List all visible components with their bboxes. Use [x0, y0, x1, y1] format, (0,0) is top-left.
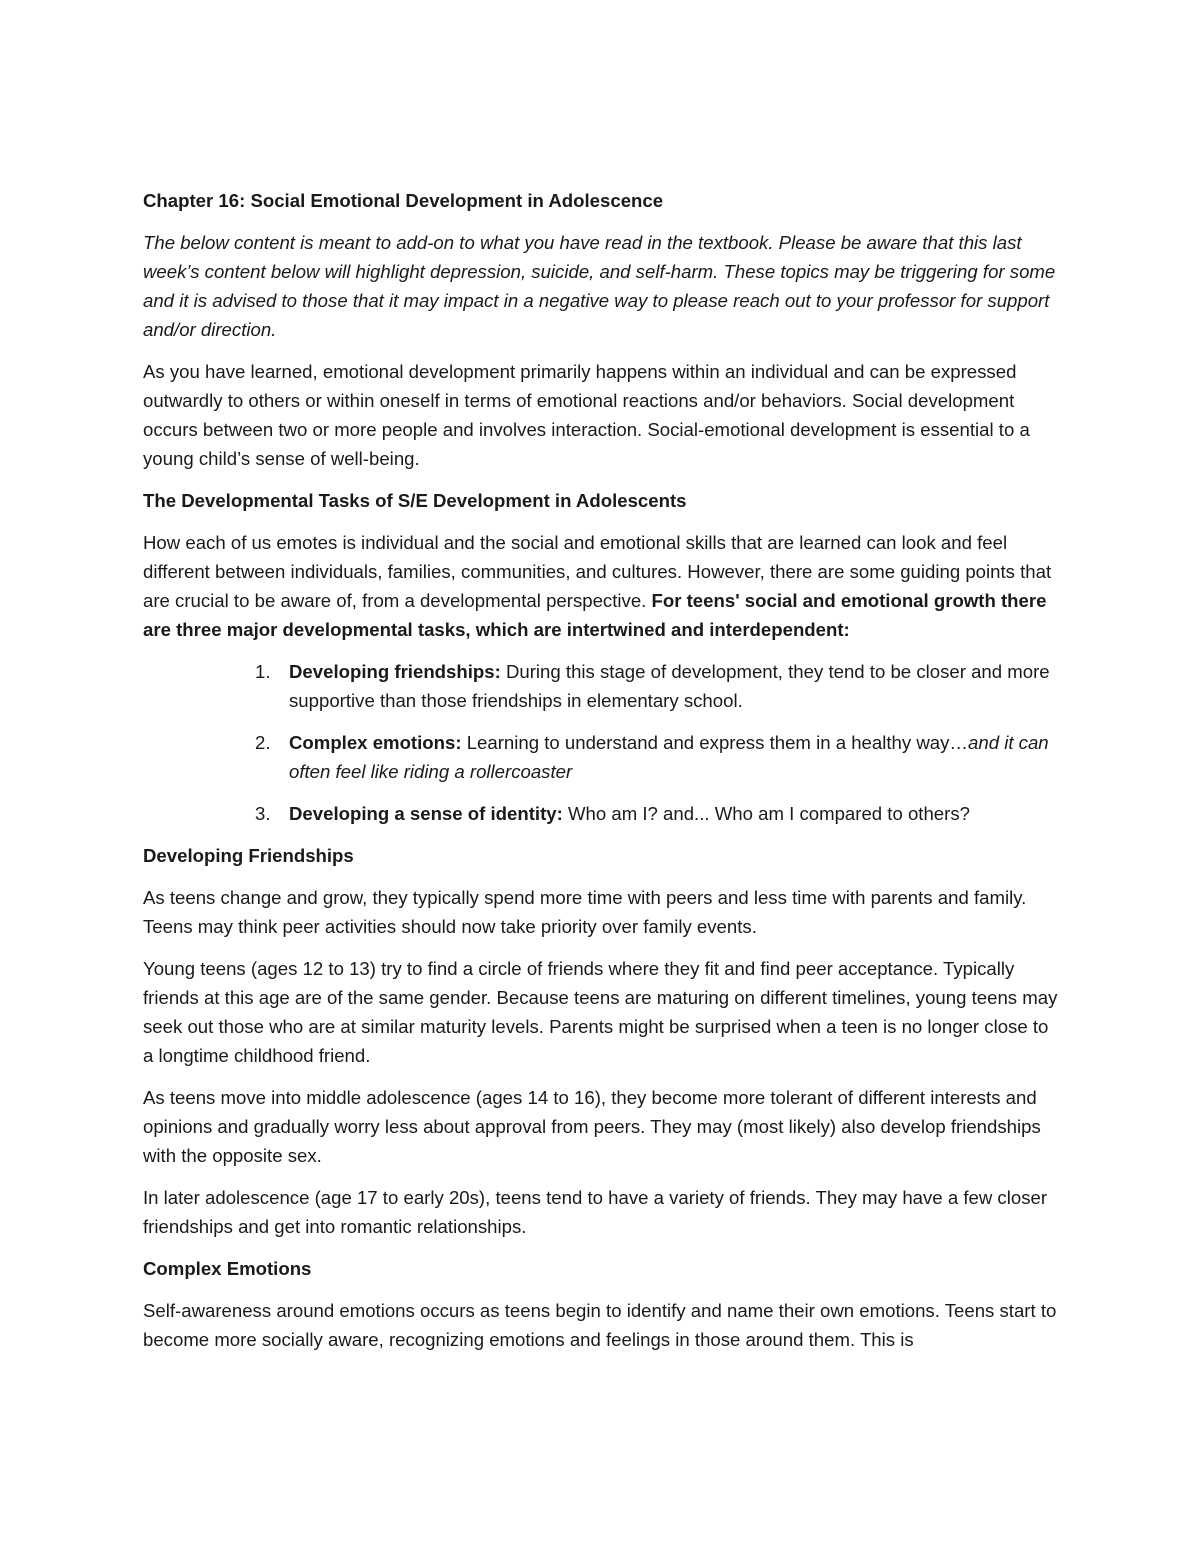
- developmental-tasks-heading: The Developmental Tasks of S/E Development in Adolescents: [143, 490, 687, 511]
- list-item-number: 2.: [255, 732, 271, 753]
- list-item-text: Learning to understand and express them in a healthy way…: [461, 732, 969, 753]
- list-item: [255, 799, 1060, 828]
- list-item-label: Complex emotions:: [289, 732, 462, 753]
- list-item-text: Who am I? and... Who am I compared to others?: [562, 803, 970, 824]
- guiding-points-paragraph: [143, 528, 1060, 644]
- complex-emotions-heading: Complex Emotions: [143, 1258, 312, 1279]
- friendships-paragraph-2: Young teens (ages 12 to 13) try to find a circle of friends where they fit and find peer acceptance. Typically friends at this age are of the same gender. Because teens are maturing on different timelines, young teens may seek out those who are at similar maturity levels. Parents might be surprised when a teen is no longer close to a longtime childhood friend.: [143, 958, 1058, 1066]
- list-item-italic-text: and it can often feel like riding a rollercoaster: [289, 732, 1049, 782]
- intro-paragraph: The below content is meant to add-on to what you have read in the textbook. Please be aware that this last week’s content below will highlight depression, suicide, and self-harm. These topics may be triggering for some and it is advised to those that it may impact in a negative way to please reach out to your professor for support and/or direction.: [143, 232, 1056, 340]
- friendships-paragraph-4: In later adolescence (age 17 to early 20s), teens tend to have a variety of friends. They may have a few closer friendships and get into romantic relationships.: [143, 1187, 1048, 1237]
- list-item-number: 1.: [255, 661, 271, 682]
- friendships-paragraph-1: As teens change and grow, they typically spend more time with peers and less time with parents and family. Teens may think peer activities should now take priority over family events.: [143, 887, 1027, 937]
- list-item-label: Developing a sense of identity:: [289, 803, 563, 824]
- emotional-development-paragraph: As you have learned, emotional development primarily happens within an individual and can be expressed outwardly to others or within oneself in terms of emotional reactions and/or behaviors. Social development occurs between two or more people and involves interaction. Social-emotional development is essential to a young child’s sense of well-being.: [143, 361, 1030, 469]
- list-item-number: 3.: [255, 803, 271, 824]
- list-item: [255, 657, 1060, 715]
- list-item-label: Developing friendships:: [289, 661, 501, 682]
- list-item: [255, 728, 1060, 786]
- complex-emotions-paragraph: Self-awareness around emotions occurs as teens begin to identify and name their own emotions. Teens start to become more socially aware, recognizing emotions and feelings in those around them. This is: [143, 1300, 1057, 1350]
- developmental-tasks-list: [143, 657, 1060, 828]
- friendships-heading: Developing Friendships: [143, 845, 354, 866]
- friendships-paragraph-3: As teens move into middle adolescence (ages 14 to 16), they become more tolerant of different interests and opinions and gradually worry less about approval from peers. They may (most likely) also develop friendships with the opposite sex.: [143, 1087, 1041, 1166]
- list-item-text: During this stage of development, they tend to be closer and more supportive than those friendships in elementary school.: [289, 661, 1050, 711]
- chapter-title: Chapter 16: Social Emotional Development in Adolescence: [143, 190, 664, 211]
- guiding-points-text: How each of us emotes is individual and the social and emotional skills that are learned can look and feel different between individuals, families, communities, and cultures. However, there are some guiding points that are crucial to be aware of, from a developmental perspective.: [143, 532, 1052, 611]
- guiding-points-bold-text: For teens' social and emotional growth there are three major developmental tasks, which are intertwined and interdependent:: [143, 590, 1047, 640]
